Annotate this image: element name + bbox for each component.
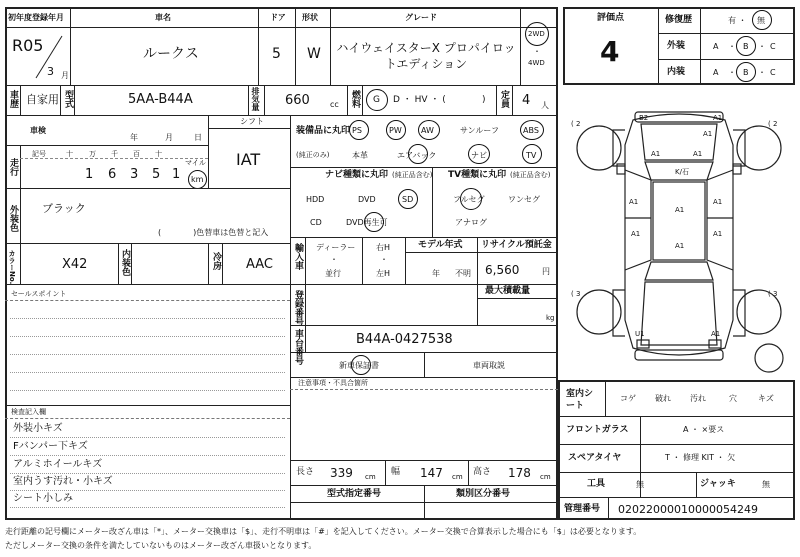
tv-oneseg: ワンセグ	[508, 195, 540, 204]
management-value: 02022000010000054249	[618, 503, 758, 516]
mileage-digit-4: 5	[152, 167, 161, 182]
seat-ana: 穴	[729, 394, 737, 403]
damage-code-11: A1	[675, 242, 685, 250]
width-unit: cm	[452, 473, 463, 481]
car-name-label: 車名	[155, 13, 171, 22]
import-dot-2: ・	[380, 255, 388, 264]
doors-label: ドア	[270, 13, 286, 22]
interior-a: A	[713, 68, 719, 77]
note-5: シート小しみ	[13, 493, 73, 504]
first-reg-year: R05	[12, 36, 44, 55]
model-year-unit: 年	[432, 269, 440, 278]
note-2: Fバンパー下キズ	[13, 441, 88, 452]
height-value: 178	[508, 466, 531, 480]
interior-dot-2: ・	[758, 68, 766, 77]
note-3: アルミホイールキズ	[13, 459, 103, 470]
tools-value: 無	[636, 480, 644, 489]
import-dot-1: ・	[330, 255, 338, 264]
recycle-value: 6,560	[485, 263, 520, 277]
interior-dot-1: ・	[728, 68, 736, 77]
owner-manual: 車両取説	[473, 361, 505, 370]
shape-value: W	[307, 46, 321, 62]
mileage-digit-5: 1	[172, 167, 181, 182]
equip-tv: TV	[526, 151, 537, 160]
displacement-unit: cc	[330, 100, 339, 109]
digit-header-1: 十	[66, 150, 73, 158]
interior-seat-label: 室内シート	[566, 389, 594, 411]
seat-yogore: 汚れ	[690, 394, 706, 403]
mileage-sub-label: 記号	[32, 150, 46, 158]
tv-title: TV種類に丸印	[448, 170, 507, 180]
caution-label: 注意事項・不具合箇所	[298, 379, 368, 387]
import-label: 輸入車	[293, 243, 303, 270]
color-value: ブラック	[42, 202, 86, 215]
flag-note: K/石	[675, 168, 689, 176]
capacity-label: 定員	[499, 90, 509, 108]
damage-code-1: B2	[639, 114, 649, 122]
import-dealer: ディーラー	[316, 243, 356, 252]
equip-pw: PW	[389, 126, 402, 135]
length-unit: cm	[365, 473, 376, 481]
exterior-dot-2: ・	[758, 42, 766, 51]
footer-line-2: ただしメーター交換の条件を満たしていないものはメーター改ざん車扱いとなります。	[5, 541, 317, 550]
drive-dot: ・	[533, 47, 541, 56]
inspection-notes-label: 検査記入欄	[11, 408, 46, 416]
windshield-label: フロントガラス	[566, 425, 629, 435]
color-no-label: カラーNo.	[8, 250, 16, 285]
shape-label: 形状	[302, 13, 318, 22]
tv-fullseg: フルセグ	[453, 195, 485, 204]
equip-sunroof: サンルーフ	[460, 126, 499, 135]
interior-b: B	[743, 68, 749, 77]
first-reg-label: 初年度登録年月	[8, 13, 64, 22]
shift-value: IAT	[236, 150, 261, 169]
drive-2wd: 2WD	[528, 30, 545, 38]
seat-yabure: 破れ	[655, 394, 671, 403]
corner-label-1: ( 2	[571, 120, 581, 128]
navi-cd: CD	[310, 218, 322, 227]
grade-value: ハイウェイスターX プロパイロットエディション	[336, 41, 516, 71]
damage-code-6: A1	[629, 198, 639, 206]
height-label: 高さ	[473, 467, 492, 477]
interior-color-label: 内装色	[120, 249, 130, 276]
note-4: 室内うす汚れ・小キズ	[13, 476, 113, 487]
score-value: 4	[600, 35, 620, 68]
chassis-label: 車台番号	[293, 329, 303, 365]
navi-note: (純正品含む)	[392, 171, 433, 179]
corner-label-2: ( 2	[768, 120, 778, 128]
spare-label: スペアタイヤ	[568, 453, 622, 463]
interior-c: C	[770, 68, 776, 77]
grade-label: グレード	[405, 13, 437, 22]
ac-value: AAC	[246, 257, 273, 272]
score-label: 評価点	[597, 13, 625, 23]
fuel-close: )	[482, 95, 486, 105]
exterior-b: B	[743, 42, 749, 51]
import-right-h: 右H	[376, 243, 391, 252]
damage-code-5: A1	[693, 150, 703, 158]
width-value: 147	[420, 466, 443, 480]
damage-code-12: U1	[635, 330, 645, 338]
damage-code-7: A1	[713, 198, 723, 206]
mile-label: マイル	[185, 159, 206, 167]
km-label: km	[191, 175, 204, 184]
type-no-label: 型式指定番号	[327, 489, 382, 499]
navi-sd: SD	[402, 195, 414, 204]
import-left-h: 左H	[376, 269, 391, 278]
doors-value: 5	[272, 46, 281, 62]
color-no-value: X42	[62, 257, 88, 272]
tv-note: (純正品含む)	[510, 171, 551, 179]
shaken-day-unit: 日	[194, 133, 202, 142]
displacement-label: 排気量	[251, 87, 260, 111]
car-damage-diagram	[563, 100, 795, 375]
ac-label: 冷房	[211, 252, 221, 270]
navi-dvd-play: DVD再生可	[346, 218, 388, 227]
sales-point-label: セールスポイント	[11, 290, 67, 298]
jack-label: ジャッキ	[700, 479, 736, 489]
shaken-year-unit: 年	[130, 133, 138, 142]
car-name: ルークス	[143, 46, 199, 62]
interior-label: 内装	[667, 67, 686, 77]
repair-label: 修復歴	[665, 15, 693, 25]
length-value: 339	[330, 466, 353, 480]
jack-value: 無	[762, 480, 770, 489]
navi-dvd: DVD	[358, 195, 376, 204]
chassis-value: B44A-0427538	[356, 332, 453, 347]
fuel-g: G	[373, 95, 380, 105]
shaken-label: 車検	[30, 126, 46, 135]
import-parallel: 並行	[325, 269, 341, 278]
shaken-month-unit: 月	[165, 133, 173, 142]
equip-ps: PS	[352, 126, 362, 135]
capacity-unit: 人	[541, 101, 549, 110]
equip-leather: 本革	[352, 151, 368, 160]
exterior-label: 外装	[667, 41, 686, 51]
spare-value: T ・ 修理 KIT ・ 欠	[665, 453, 736, 462]
damage-code-2: A1	[713, 114, 723, 122]
history-label: 車歴	[8, 90, 18, 108]
reg-no-label: 登録番号	[293, 290, 303, 326]
seat-koge: コゲ	[620, 394, 636, 403]
mileage-digit-3: 3	[130, 167, 139, 182]
model-value: 5AA-B44A	[128, 92, 193, 107]
windshield-value: A ・ ×要ス	[683, 425, 725, 434]
new-warranty: 新車保証書	[339, 361, 379, 370]
tools-label: 工具	[587, 479, 606, 489]
digit-header-5: 十	[155, 150, 162, 158]
exterior-a: A	[713, 42, 719, 51]
mileage-digit-2: 6	[108, 167, 117, 182]
first-reg-month: 3	[47, 65, 54, 78]
damage-code-13: A1	[711, 330, 721, 338]
management-label: 管理番号	[564, 504, 601, 514]
recycle-unit: 円	[542, 267, 550, 276]
shift-label: シフト	[240, 117, 264, 126]
history-value: 自家用	[26, 93, 59, 106]
displacement-value: 660	[285, 93, 310, 108]
length-label: 長さ	[296, 467, 315, 477]
class-no-label: 類別区分番号	[456, 489, 511, 499]
exterior-c: C	[770, 42, 776, 51]
equipment-subtitle: (純正のみ)	[296, 151, 330, 159]
footer-line-1: 走行距離の記号欄にメーター改ざん車は「*」、メーター交換車は「$」、走行不明車は「#」を記入してください。メーター交換で合算表示した場合にも「$」は必要となります。	[5, 527, 642, 536]
digit-header-4: 百	[133, 150, 140, 158]
fuel-label: 燃料	[350, 90, 360, 108]
damage-code-4: A1	[651, 150, 661, 158]
model-year-value: 不明	[455, 269, 471, 278]
repair-yes: 有 ・	[728, 16, 747, 25]
corner-label-4: ( 3	[768, 290, 778, 298]
mileage-label: 走行	[8, 158, 18, 176]
tv-analog: アナログ	[455, 218, 487, 227]
navi-title: ナビ種類に丸印	[325, 170, 389, 180]
equip-navi: ナビ	[471, 151, 487, 160]
corner-label-3: ( 3	[571, 290, 581, 298]
color-label: 外装色	[8, 205, 18, 232]
capacity-value: 4	[522, 93, 531, 108]
digit-header-3: 千	[111, 150, 118, 158]
equip-abs: ABS	[523, 126, 539, 135]
exterior-dot-1: ・	[728, 42, 736, 51]
width-label: 幅	[391, 467, 401, 477]
equipment-title: 装備品に丸印	[296, 126, 351, 136]
fuel-options: D ・ HV ・ (	[393, 95, 446, 105]
navi-hdd: HDD	[306, 195, 325, 204]
color-note: ( )色替車は色替と記入	[158, 228, 269, 237]
note-1: 外装小キズ	[13, 423, 63, 434]
damage-code-8: A1	[675, 206, 685, 214]
height-unit: cm	[540, 473, 551, 481]
model-year-label: モデル年式	[418, 240, 463, 250]
damage-code-3: A1	[703, 130, 713, 138]
digit-header-2: 万	[89, 150, 96, 158]
month-unit: 月	[61, 71, 69, 80]
seat-kizu: キズ	[758, 394, 774, 403]
drive-4wd: 4WD	[528, 59, 545, 67]
mileage-digit-1: 1	[85, 167, 94, 182]
max-load-unit: kg	[546, 314, 555, 322]
damage-code-10: A1	[713, 230, 723, 238]
equip-aw: AW	[421, 126, 434, 135]
repair-no: 無	[757, 16, 765, 25]
model-label: 型式	[63, 90, 73, 108]
max-load-label: 最大積載量	[485, 286, 531, 296]
damage-code-9: A1	[631, 230, 641, 238]
recycle-label: リサイクル預託金	[481, 240, 552, 250]
equip-airbag: エアバック	[397, 151, 437, 160]
